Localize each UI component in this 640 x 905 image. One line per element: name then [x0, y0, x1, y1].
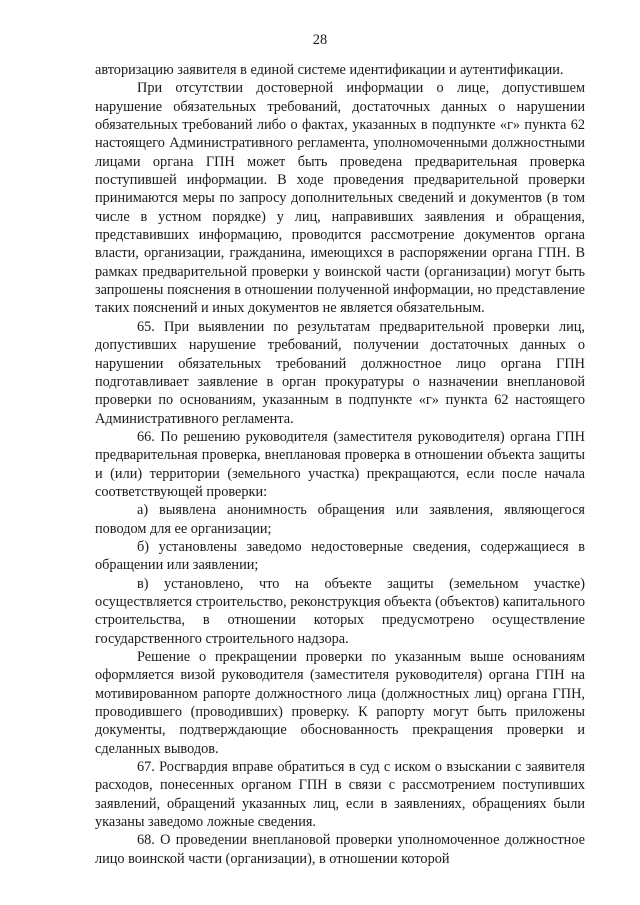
paragraph-preliminary-check: При отсутствии достоверной информации о лице, допустившем нарушение обязательных требований, достаточных данных о нарушении обязательных требований либо о фактах, указанных в подпункте «г» пункта 62 настоящего Административного регламента, уполномоченными должностными лицами органа ГПН может быть проведена предварительная проверка поступившей информации. В ходе проведения предварительной проверки принимаются меры по запросу дополнительных сведений и документов (в том числе в устном порядке) у лиц, направивших заявления и обращения, представивших информацию, проводится рассмотрение документов органа власти, организации, гражданина, имеющихся в распоряжении органа ГПН. В рамках предварительной проверки у воинской части (организации) могут быть запрошены пояснения в отношении полученной информации, но представление таких пояснений и иных документов не является обязательным. — [95, 80, 585, 317]
paragraph-66: 66. По решению руководителя (заместителя руководителя) органа ГПН предварительная проверка, внеплановая проверка в отношении объекта защиты и (или) территории (земельного участка) прекращаются, если после начала соответствующей проверки: — [95, 428, 585, 500]
paragraph-continuation: авторизацию заявителя в единой системе идентификации и аутентификации. — [95, 62, 564, 78]
page-number: 28 — [312, 32, 328, 48]
paragraph-66-c: в) установлено, что на объекте защиты (земельном участке) осуществляется строительство, реконструкция объекта (объектов) капитального строительства, в отношении которых предусмотрено осуществление государственного строительного надзора. — [95, 575, 585, 647]
paragraph-66-a: а) выявлена анонимность обращения или заявления, являющегося поводом для ее организации; — [95, 502, 585, 537]
paragraph-65: 65. При выявлении по результатам предварительной проверки лиц, допустивших нарушение требований, получении достаточных данных о нарушении обязательных требований должностное лицо органа ГПН подготавливает заявление в орган прокуратуры о назначении внеплановой проверки по основаниям, указанным в подпункте «г» пункта 62 настоящего Административного регламента. — [95, 318, 585, 427]
paragraph-66-b: б) установлены заведомо недостоверные сведения, содержащиеся в обращении или заявлении; — [95, 538, 585, 574]
paragraph-termination-decision: Решение о прекращении проверки по указанным выше основаниям оформляется визой руководителя (заместителя руководителя) органа ГПН на мотивированном рапорте должностного лица (должностных лиц) органа ГПН, проводившего (проводивших) проверку. К рапорту могут быть приложены документы, подтверждающие обоснованность прекращения проверки и сделанных выводов. — [95, 649, 585, 757]
document-body — [95, 61, 585, 868]
paragraph-67: 67. Росгвардия вправе обратиться в суд с иском о взыскании с заявителя расходов, понесенных органом ГПН в связи с рассмотрением поступивших заявлений, обращений указанных лиц, если в заявлениях, обращениях были указаны заведомо ложные сведения. — [95, 759, 585, 831]
paragraph-68: 68. О проведении внеплановой проверки уполномоченное должностное лицо воинской части (организации), в отношении которой — [95, 832, 585, 867]
